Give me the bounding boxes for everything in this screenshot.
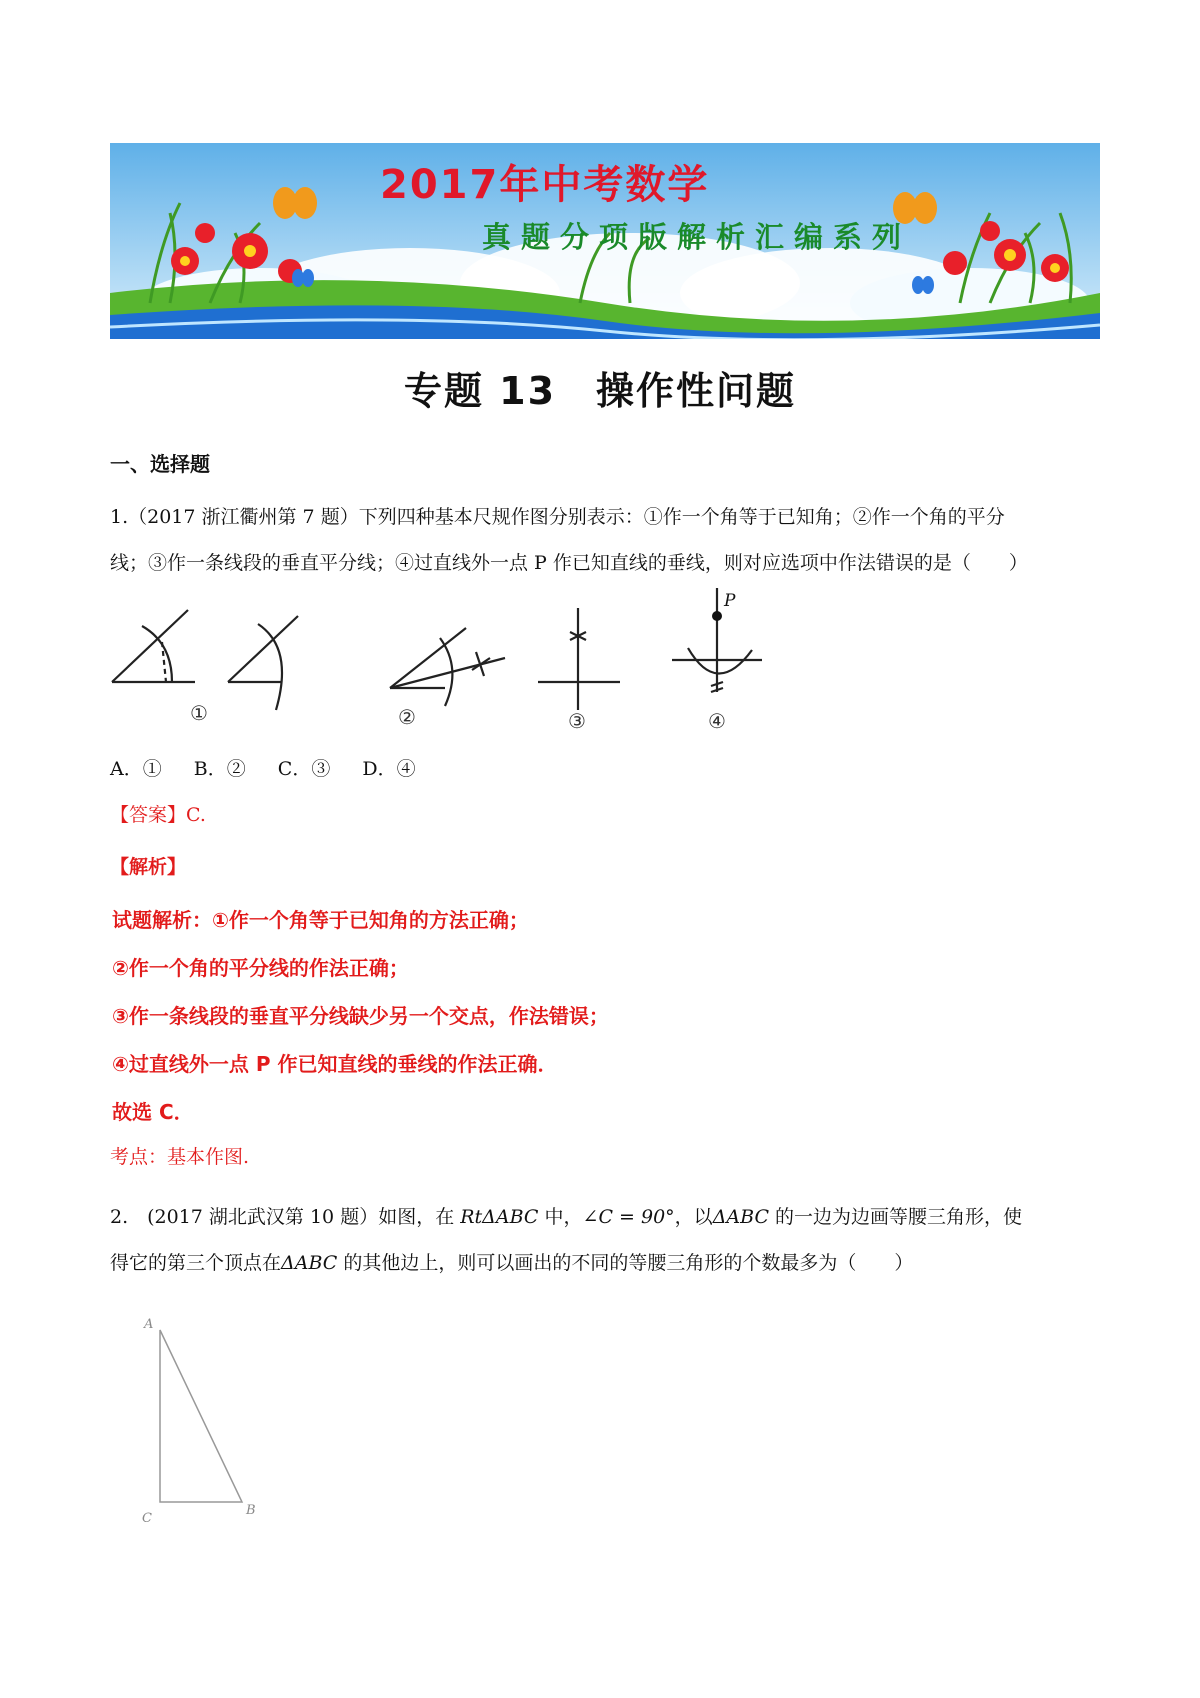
triangle-abc <box>160 1330 242 1502</box>
triangle-figure <box>130 1310 270 1530</box>
point-p-marker <box>712 611 722 621</box>
answer-line <box>110 800 206 827</box>
figure-1-angle-copy-a <box>112 610 195 682</box>
question-2-line-1 <box>110 1194 1100 1240</box>
figure-label-3: ③ <box>568 709 586 733</box>
q2-line2-pre: 得它的第三个顶点在 <box>110 1252 282 1274</box>
banner-title: 2017年中考数学 <box>380 162 710 208</box>
q2-line2-post: 的其他边上，则可以画出的不同的等腰三角形的个数最多为（ ） <box>337 1252 914 1274</box>
answer-label: 【答案】 <box>110 804 187 826</box>
question-2-text <box>110 1194 1100 1286</box>
q2-mid-1: 中， <box>538 1206 583 1228</box>
analysis-line-4: ④过直线外一点 P 作已知直线的垂线的作法正确． <box>112 1052 558 1076</box>
question-1-line-1: 1.（2017 浙江衢州第 7 题）下列四种基本尺规作图分别表示：①作一个角等于已知角；②作一个角的平分 <box>110 506 1005 528</box>
question-2-line-2 <box>110 1240 1100 1286</box>
header-banner <box>110 143 1100 339</box>
q2-triangle-2: ΔABC <box>281 1252 338 1274</box>
q2-prefix: 2. (2017 湖北武汉第 10 题）如图，在 <box>110 1206 461 1228</box>
knowledge-point: 考点：基本作图. <box>110 1146 250 1168</box>
analysis-line-3: ③作一条线段的垂直平分线缺少另一个交点，作法错误； <box>112 1004 609 1028</box>
answer-value: C. <box>186 804 206 826</box>
vertex-b-label: B <box>246 1503 256 1518</box>
question-1-line-2: 线；③作一条线段的垂直平分线；④过直线外一点 P 作已知直线的垂线，则对应选项中作法错误的是（ ） <box>110 552 1028 574</box>
vertex-c-label: C <box>142 1511 152 1526</box>
q2-mid-2: ，以 <box>674 1206 713 1228</box>
analysis-label: 【解析】 <box>110 856 187 878</box>
figure-2-bisector <box>390 628 505 706</box>
q2-mid-3: 的一边为边画等腰三角形，使 <box>768 1206 1023 1228</box>
figure-label-1: ① <box>190 701 208 725</box>
q2-angle: ∠C = 90° <box>582 1206 675 1228</box>
analysis-line-1: 试题解析：①作一个角等于已知角的方法正确； <box>112 908 529 932</box>
figure-label-2: ② <box>398 705 416 729</box>
page-title: 专题 13 操作性问题 <box>403 369 797 413</box>
question-1-text <box>110 494 1100 586</box>
analysis-body <box>112 896 609 1136</box>
option-b: B．② <box>193 758 246 780</box>
q2-triangle-rt: RtΔABC <box>460 1206 539 1228</box>
analysis-line-5: 故选 C． <box>112 1100 194 1124</box>
vertex-a-label: A <box>144 1317 154 1332</box>
figure-4-perpendicular-through-p <box>672 588 762 692</box>
figure-1-angle-copy-b <box>228 616 298 710</box>
figure-3-perpendicular-bisector <box>538 608 620 710</box>
option-a: A．① <box>110 758 162 780</box>
construction-figures <box>100 588 800 748</box>
figure-label-4: ④ <box>708 709 726 733</box>
option-c: C．③ <box>277 758 331 780</box>
point-p-label: P <box>724 591 736 611</box>
answer-options <box>110 754 442 781</box>
option-d: D．④ <box>362 758 416 780</box>
banner-subtitle: 真题分项版解析汇编系列 <box>482 220 912 254</box>
analysis-line-2: ②作一个角的平分线的作法正确； <box>112 956 409 980</box>
section-heading: 一、选择题 <box>110 452 210 476</box>
q2-triangle: ΔABC <box>712 1206 769 1228</box>
